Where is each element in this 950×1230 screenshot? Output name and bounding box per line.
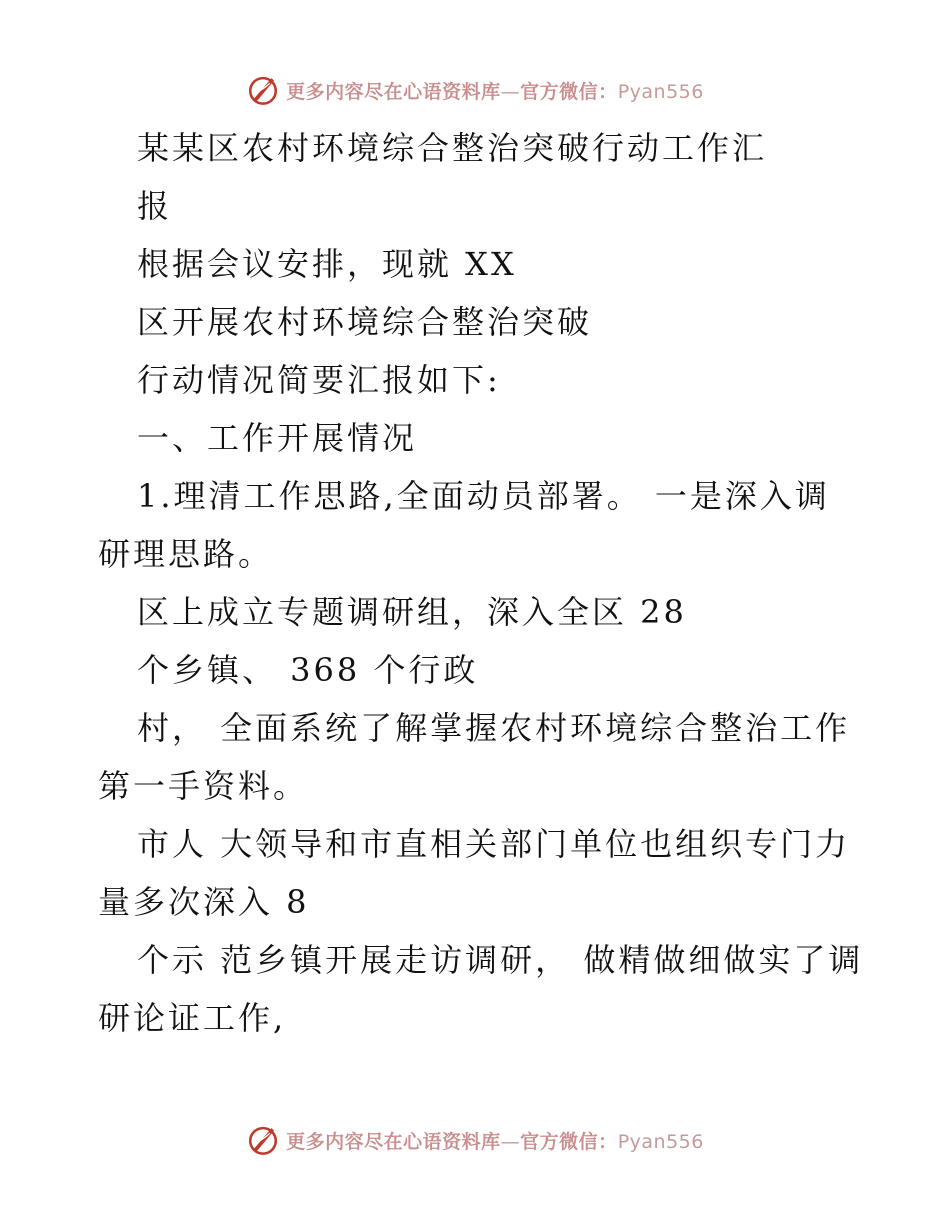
doc-title-line-1: 某某区农村环境综合整治突破行动工作汇 bbox=[137, 129, 768, 167]
quill-logo-icon bbox=[246, 73, 280, 107]
document-body bbox=[0, 119, 950, 1047]
doc-line-7: 1.理清工作思路,全面动员部署。 一是深入调 bbox=[137, 477, 830, 515]
doc-line-5: 行动情况简要汇报如下: bbox=[137, 361, 501, 399]
doc-line-9: 区上成立专题调研组，深入全区 28 bbox=[137, 593, 687, 631]
doc-line-12: 第一手资料。 bbox=[98, 767, 309, 805]
doc-line-3: 根据会议安排，现就 XX bbox=[137, 245, 517, 283]
doc-line-13: 市人 大领导和市直相关部门单位也组织专门力 bbox=[137, 825, 851, 863]
doc-line-8: 研理思路。 bbox=[98, 535, 274, 573]
quill-logo-icon bbox=[246, 1123, 280, 1157]
doc-title-line-2: 报 bbox=[137, 187, 173, 225]
banner-text: 更多内容尽在心语资料库—官方微信：Pyan556 bbox=[286, 1130, 704, 1153]
doc-line-14: 量多次深入 8 bbox=[98, 883, 310, 921]
header-watermark-banner bbox=[0, 70, 950, 110]
doc-line-15: 个示 范乡镇开展走访调研， 做精做细做实了调 bbox=[137, 941, 864, 979]
doc-line-16: 研论证工作, bbox=[98, 999, 287, 1037]
doc-line-11: 村， 全面系统了解掌握农村环境综合整治工作 bbox=[137, 709, 851, 747]
banner-text: 更多内容尽在心语资料库—官方微信：Pyan556 bbox=[286, 80, 704, 103]
doc-line-4: 区开展农村环境综合整治突破 bbox=[137, 303, 593, 341]
section-heading: 一、工作开展情况 bbox=[137, 419, 418, 457]
doc-line-10: 个乡镇、 368 个行政 bbox=[137, 651, 479, 689]
footer-watermark-banner bbox=[0, 1120, 950, 1160]
